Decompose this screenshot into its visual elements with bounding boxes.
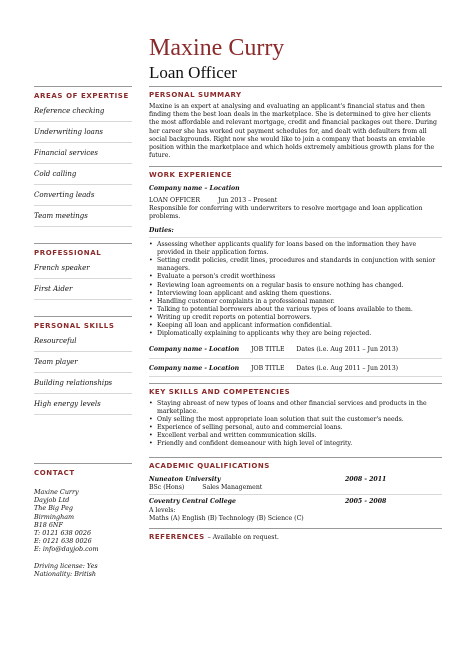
expertise-item: Underwriting loans (34, 122, 132, 143)
duties-label: Duties: (149, 227, 442, 238)
prev-job-title: JOB TITLE (251, 364, 285, 372)
duties-list (149, 241, 442, 338)
duty-item: • Reviewing loan agreements on a regular basis to ensure nothing has changed. (149, 282, 442, 290)
university-dates: 2008 - 2011 (345, 475, 387, 483)
personal-skill-item: Resourceful (34, 331, 132, 352)
contact-block (34, 478, 132, 578)
main-column (149, 86, 442, 542)
duty-item: • Diplomatically explaining to applicants why they are being rejected. (149, 330, 442, 338)
college-name: Coventry Central College (149, 498, 236, 506)
duty-item: • Evaluate a person's credit worthiness (149, 273, 442, 281)
experience-heading: WORK EXPERIENCE (149, 166, 442, 180)
contact-email[interactable]: E: info@dayjob.com (34, 545, 99, 554)
duty-item: • Handling customer complaints in a professional manner. (149, 298, 442, 306)
references-heading: REFERENCES (149, 532, 205, 541)
expertise-item: Reference checking (34, 101, 132, 122)
alevels-grades: Maths (A) English (B) Technology (B) Science (C) (149, 515, 304, 523)
job-role-title: Loan Officer (149, 63, 237, 82)
skills-list (149, 400, 442, 449)
degree: BSc (Hons) (149, 483, 185, 491)
expertise-item: Financial services (34, 143, 132, 164)
company-location: Company name – Location (149, 185, 240, 193)
references-text: – Available on request. (207, 533, 279, 541)
skill-item: • Friendly and confident demeanour with high level of integrity. (149, 440, 442, 448)
university-row (149, 476, 442, 484)
skill-item: • Only selling the most appropriate loan solution that suit the customer's needs. (149, 416, 442, 424)
personal-skill-item: Team player (34, 352, 132, 373)
contact-line: Maxine Curry (34, 488, 79, 496)
previous-job-row (149, 346, 442, 358)
expertise-heading: AREAS OF EXPERTISE (34, 86, 132, 101)
references-row (149, 528, 442, 542)
duty-item: • Keeping all loan and applicant information confidential. (149, 322, 442, 330)
personal-skills-list (34, 331, 132, 415)
prev-company: Company name - Location (149, 346, 240, 354)
professional-item: French speaker (34, 258, 132, 279)
duty-item: • Setting credit policies, credit lines, procedures and standards in conjunction with senior managers. (149, 257, 442, 273)
alevels-label: A levels: (149, 506, 176, 514)
candidate-name: Maxine Curry (149, 35, 285, 61)
nationality: Nationality: British (34, 569, 97, 578)
prev-job-dates: Dates (i.e. Aug 2011 – Jun 2013) (296, 364, 399, 372)
degree-row (149, 484, 442, 495)
contact-line: E: 0121 638 0026 (34, 537, 92, 546)
professional-item: First Aider (34, 279, 132, 300)
prev-job-dates: Dates (i.e. Aug 2011 – Jun 2013) (296, 346, 399, 354)
duty-item: • Talking to potential borrowers about the various types of loans available to them. (149, 306, 442, 314)
skill-item: • Staying abreast of new types of loans and other financial services and products in the marketplace. (149, 400, 442, 416)
college-dates: 2005 - 2008 (345, 498, 387, 506)
professional-heading: PROFESSIONAL (34, 243, 132, 258)
duty-item: • Writing up credit reports on potential borrowers. (149, 314, 442, 322)
driving-license: Driving license: Yes (34, 561, 98, 570)
previous-job-row (149, 365, 442, 377)
expertise-list (34, 101, 132, 227)
contact-line: Birmingham (34, 512, 75, 521)
skills-heading: KEY SKILLS AND COMPETENCIES (149, 383, 442, 397)
college-row (149, 498, 442, 506)
summary-heading: PERSONAL SUMMARY (149, 86, 442, 100)
job-dates: Jun 2013 – Present (217, 196, 278, 204)
expertise-item: Cold calling (34, 164, 132, 185)
university-name: Nuneaton University (149, 475, 221, 483)
summary-text: Maxine is an expert at analysing and evaluating an applicant's financial status and then finding them the best loan deals in the marketplace. She is determined to give her clients the most affordable and relevant mortgage, credit and financial packages out there. During her career she has worked out payment schedules for, and dealt with defaulters from all social backgrounds. Right now she would like to join a company that boasts an enviable position within the marketplace and which holds extremely ambitious growth plans for the future. (149, 103, 437, 160)
education-heading: ACADEMIC QUALIFICATIONS (149, 457, 442, 471)
job-responsibility: Responsible for conferring with underwriters to resolve mortgage and loan application problems. (149, 205, 423, 221)
sidebar (34, 86, 132, 578)
expertise-item: Team meetings (34, 206, 132, 227)
contact-line: Dayjob Ltd (34, 496, 70, 505)
degree-subject: Sales Management (202, 483, 263, 491)
contact-heading: CONTACT (34, 463, 132, 478)
skill-item: • Experience of selling personal, auto and commercial loans. (149, 424, 442, 432)
duty-item: • Interviewing loan applicant and asking them questions. (149, 290, 442, 298)
personal-skill-item: High energy levels (34, 394, 132, 415)
personal-skills-heading: PERSONAL SKILLS (34, 316, 132, 331)
contact-line: T: 0121 638 0026 (34, 529, 92, 538)
professional-list (34, 258, 132, 300)
prev-company: Company name - Location (149, 364, 240, 372)
contact-line: B18 6NF (34, 520, 63, 529)
job-title: LOAN OFFICER (149, 196, 201, 204)
duty-item: • Assessing whether applicants qualify for loans based on the information they have provided in their application forms. (149, 241, 442, 257)
skill-item: • Excellent verbal and written communication skills. (149, 432, 442, 440)
current-job-row (149, 197, 442, 205)
expertise-item: Converting leads (34, 185, 132, 206)
contact-line: The Big Peg (34, 504, 73, 513)
prev-job-title: JOB TITLE (251, 346, 285, 354)
personal-skill-item: Building relationships (34, 373, 132, 394)
